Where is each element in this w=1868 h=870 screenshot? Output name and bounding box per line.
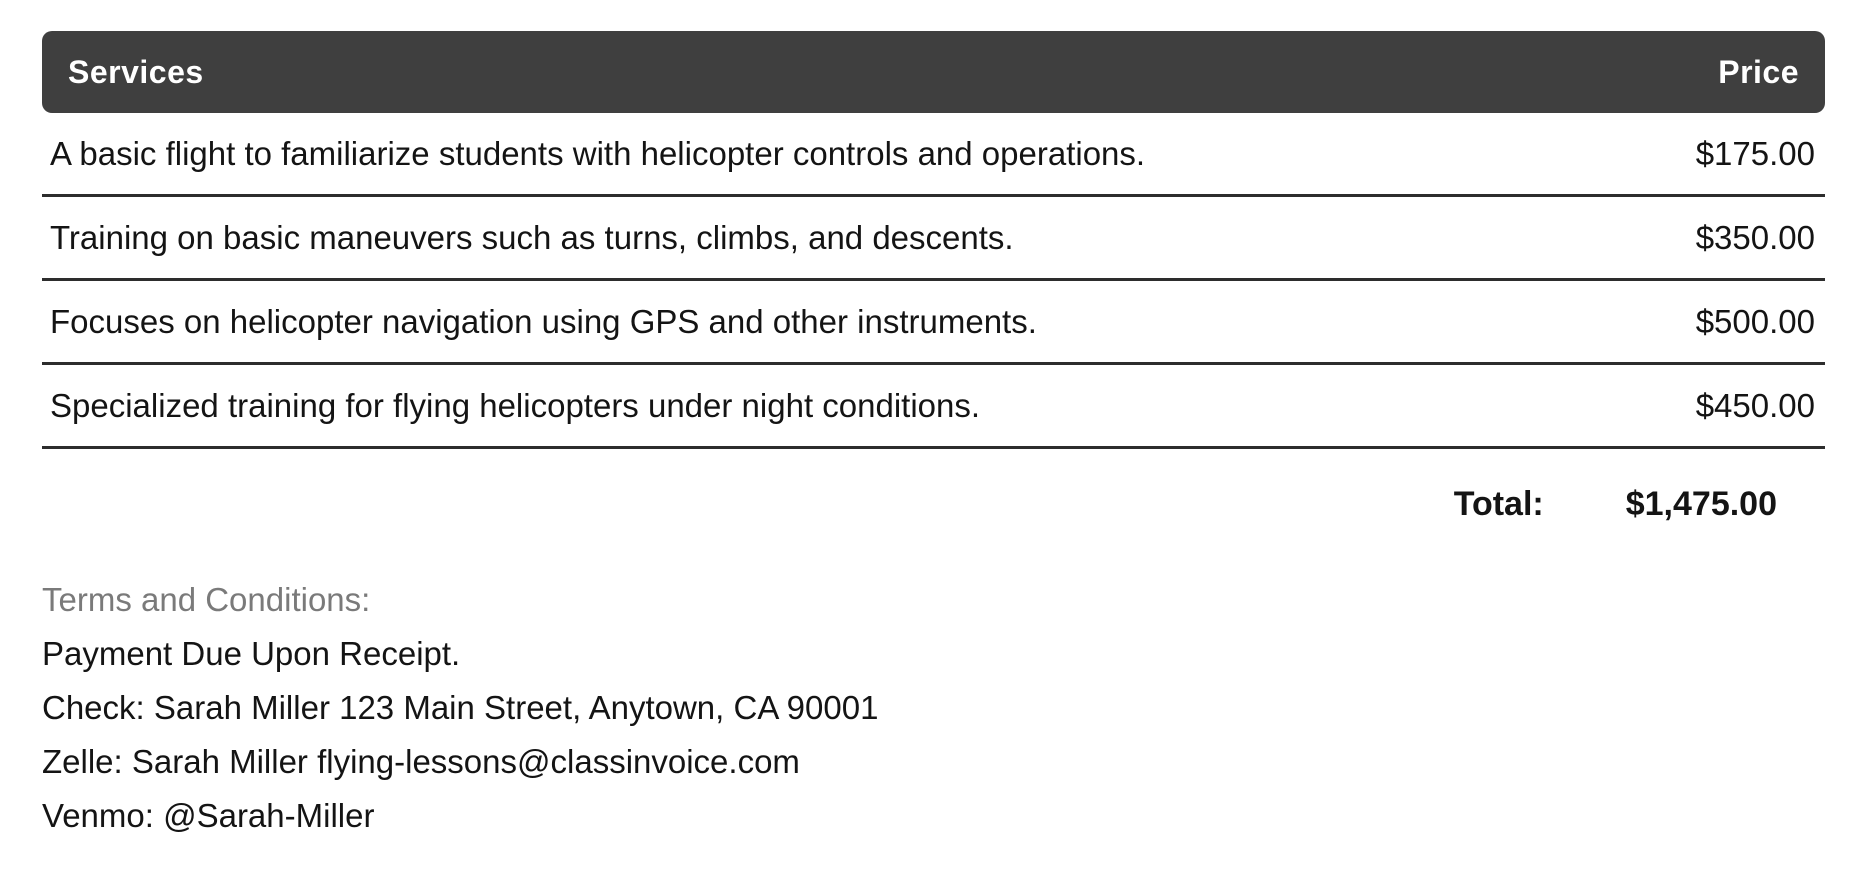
- terms-zelle-info: Zelle: Sarah Miller flying-lessons@classinvoice.com: [42, 743, 800, 780]
- terms-venmo-info: Venmo: @Sarah-Miller: [42, 797, 375, 834]
- terms-heading: Terms and Conditions:: [42, 581, 371, 618]
- service-price: $450.00: [1695, 386, 1815, 424]
- total-value: $1,475.00: [1625, 484, 1777, 523]
- table-row: [42, 113, 1825, 197]
- terms-payment-due: Payment Due Upon Receipt.: [42, 635, 461, 672]
- total-row: [42, 469, 1825, 539]
- services-table-header: [42, 31, 1825, 113]
- table-row: [42, 365, 1825, 449]
- terms-section: [42, 573, 1825, 843]
- table-row: [42, 281, 1825, 365]
- service-description: Focuses on helicopter navigation using GPS and other instruments.: [50, 302, 1037, 340]
- price-column-header: Price: [1718, 53, 1799, 90]
- total-label: Total:: [1453, 484, 1544, 523]
- service-description: Training on basic maneuvers such as turns, climbs, and descents.: [50, 218, 1014, 256]
- table-row: [42, 197, 1825, 281]
- service-price: $500.00: [1695, 302, 1815, 340]
- terms-check-info: Check: Sarah Miller 123 Main Street, Anytown, CA 90001: [42, 689, 879, 726]
- service-description: Specialized training for flying helicopters under night conditions.: [50, 386, 981, 424]
- service-price: $175.00: [1695, 134, 1815, 172]
- service-description: A basic flight to familiarize students with helicopter controls and operations.: [50, 134, 1146, 172]
- services-column-header: Services: [68, 53, 204, 90]
- service-price: $350.00: [1695, 218, 1815, 256]
